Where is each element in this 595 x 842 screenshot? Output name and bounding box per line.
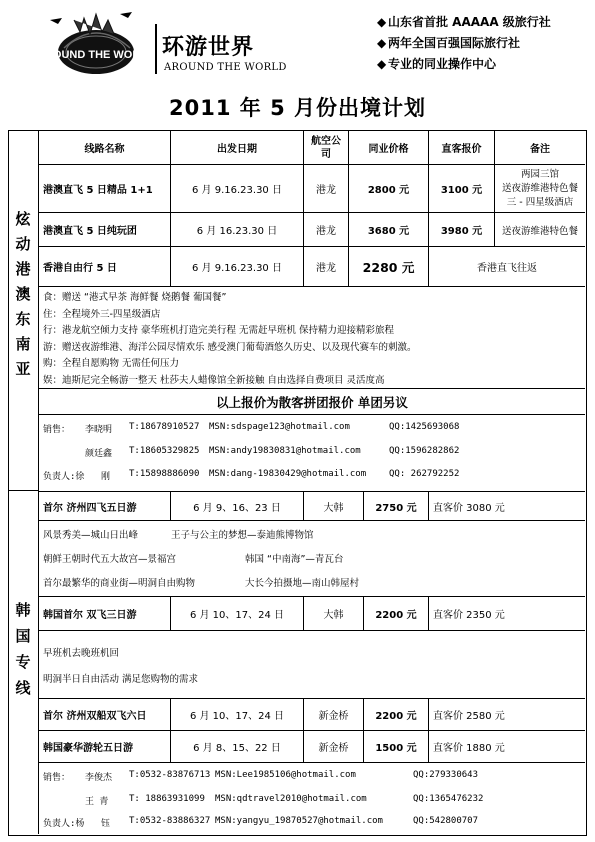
route-name: 香港自由行 5 日	[39, 247, 171, 287]
contact-name: 颜廷鑫	[85, 449, 113, 459]
contact-role: 销售：	[43, 773, 71, 783]
col-header-trade-price: 同业价格	[349, 131, 429, 165]
route-airline: 新金桥	[304, 699, 364, 731]
tag-item: ◆ 山东省首批 AAAAA 级旅行社	[377, 12, 551, 33]
schedule-frame	[8, 130, 587, 836]
note-item: 王子与公主的梦想—泰迪熊博物馆	[171, 530, 314, 541]
side-label-char: 亚	[15, 360, 31, 378]
col-header-route: 线路名称	[39, 131, 171, 165]
page-header	[0, 0, 595, 128]
col-header-retail-price: 直客报价	[429, 131, 495, 165]
col-header-note: 备注	[495, 131, 585, 165]
hk-side-label	[9, 131, 39, 491]
company-name-en: AROUND THE WORLD	[164, 62, 287, 73]
route-airline: 港龙	[304, 165, 349, 213]
note-item: 首尔最繁华的商业街—明洞自由购物	[43, 578, 196, 589]
hk-contacts	[39, 415, 585, 491]
side-label-char: 韩	[15, 601, 31, 619]
col-header-date: 出发日期	[171, 131, 304, 165]
detail-line: 行：港龙航空倾力支持 豪华班机打造完美行程 无需赶早班机 保持精力迎接精彩旅程	[43, 325, 395, 336]
note-item: 早班机去晚班机回	[43, 648, 120, 659]
contact-qq: QQ:279330643	[413, 770, 479, 780]
route-trade-price: 3680 元	[349, 213, 429, 247]
detail-line: 住：全程境外三-四星级酒店	[43, 308, 161, 320]
contact-role: 负责人:杨	[43, 819, 85, 829]
contact-tel: T:0532-83876713	[129, 770, 211, 780]
route-airline: 新金桥	[304, 731, 364, 763]
kr-side-label	[9, 491, 39, 834]
note-item: 风景秀美—城山日出峰	[43, 530, 139, 541]
side-label-char: 炫	[15, 210, 31, 228]
route-trade-price: 2800 元	[349, 165, 429, 213]
route-note: 香港直飞往返	[429, 247, 585, 287]
route-name: 首尔 济州四飞五日游	[39, 492, 171, 521]
route-retail-price: 3100 元	[429, 165, 495, 213]
contact-tel: T:15898886090	[129, 469, 200, 479]
contact-name: 钰	[101, 819, 111, 829]
note-item: 明洞半日自由活动 满足您购物的需求	[43, 674, 199, 685]
note-item: 朝鲜王朝时代五大故宫—景福宫	[43, 554, 177, 565]
contact-name: 李晓明	[85, 425, 113, 435]
note-item: 大长今拍摄地—南山韩屋村	[245, 578, 360, 589]
route-name: 港澳直飞 5 日精品 1+1	[39, 165, 171, 213]
route-dates: 6 月 10、17、24 日	[171, 699, 304, 731]
route-airline: 港龙	[304, 247, 349, 287]
company-tags	[377, 12, 551, 75]
route-trade-price: 2200 元	[364, 699, 429, 731]
hk-price-note: 以上报价为散客拼团报价 单团另议	[39, 389, 585, 415]
contact-msn: MSN:andy19830831@hotmail.com	[209, 446, 361, 456]
route-trade-price: 1500 元	[364, 731, 429, 763]
contact-qq: QQ:1425693068	[389, 422, 460, 432]
globe-logo-icon	[37, 8, 155, 76]
page-title: 2011 年 5 月份出境计划	[169, 96, 426, 120]
contact-name: 刚	[101, 472, 111, 482]
route-retail-price: 直客价 3080 元	[429, 492, 585, 521]
route-name: 港澳直飞 5 日纯玩团	[39, 213, 171, 247]
detail-line: 游：赠送夜游维港、海洋公园尽情欢乐 感受澳门葡萄酒悠久历史、以及现代赛车的刺激。	[43, 341, 417, 353]
detail-line: 购：全程自愿购物 无需任何压力	[43, 358, 180, 369]
side-label-char: 东	[15, 310, 31, 328]
contact-tel: T:18678910527	[129, 422, 200, 432]
route-trade-price: 2280 元	[349, 247, 429, 287]
tag-item: ◆ 两年全国百强国际旅行社	[377, 33, 551, 54]
route-name: 韩国豪华游轮五日游	[39, 731, 171, 763]
kr-notes	[39, 631, 585, 699]
note-item: 韩国 “中南海”—青瓦台	[245, 554, 344, 565]
route-note: 送夜游维港特色餐	[495, 213, 585, 247]
contact-qq: QQ: 262792252	[389, 469, 460, 479]
detail-line: 娱：迪斯尼完全畅游一整天 杜莎夫人蜡像馆全新接触 自由选择自费项目 灵活度高	[43, 374, 385, 386]
route-dates: 6 月 9、16、23 日	[171, 492, 304, 521]
side-label-char: 专	[15, 653, 31, 671]
detail-line: 食：赠送 “港式早茶 海鲜餐 烧鹅餐 葡国餐”	[43, 292, 227, 303]
col-header-airline: 航空公司	[304, 131, 349, 165]
route-retail-price: 直客价 2350 元	[429, 597, 585, 631]
contact-name: 李俊杰	[85, 773, 113, 783]
contact-role: 销售：	[43, 425, 71, 435]
contact-msn: MSN:Lee1985106@hotmail.com	[215, 770, 356, 780]
contact-qq: QQ:1365476232	[413, 794, 484, 804]
diamond-bullet-icon: ◆	[377, 36, 387, 50]
side-label-char: 澳	[15, 285, 31, 303]
contact-role: 负责人:徐	[43, 472, 85, 482]
contact-msn: MSN:qdtravel2010@hotmail.com	[215, 794, 367, 804]
side-label-char: 国	[15, 627, 31, 645]
route-dates: 6 月 16.23.30 日	[171, 213, 304, 247]
contact-tel: T:0532-83886327	[129, 816, 211, 826]
route-name: 韩国首尔 双飞三日游	[39, 597, 171, 631]
route-airline: 港龙	[304, 213, 349, 247]
side-label-char: 线	[15, 679, 31, 697]
route-dates: 6 月 9.16.23.30 日	[171, 247, 304, 287]
route-dates: 6 月 9.16.23.30 日	[171, 165, 304, 213]
contact-qq: QQ:1596282862	[389, 446, 460, 456]
route-retail-price: 直客价 2580 元	[429, 699, 585, 731]
contact-qq: QQ:542800707	[413, 816, 479, 826]
kr-side-text	[9, 597, 37, 701]
route-dates: 6 月 8、15、22 日	[171, 731, 304, 763]
route-trade-price: 2200 元	[364, 597, 429, 631]
contact-msn: MSN:dang-19830429@hotmail.com	[209, 469, 367, 479]
kr-contacts	[39, 763, 585, 834]
route-note: 两园三馆 送夜游维港特色餐 三 - 四星级酒店	[495, 165, 585, 213]
side-label-char: 南	[15, 335, 31, 353]
route-airline: 大韩	[304, 597, 364, 631]
contact-msn: MSN:sdspage123@hotmail.com	[209, 422, 350, 432]
kr-notes	[39, 521, 585, 597]
route-dates: 6 月 10、17、24 日	[171, 597, 304, 631]
hk-side-text	[9, 207, 37, 382]
contact-msn: MSN:yangyu_19870527@hotmail.com	[215, 816, 383, 826]
route-airline: 大韩	[304, 492, 364, 521]
contact-tel: T: 18863931099	[129, 794, 205, 804]
diamond-bullet-icon: ◆	[377, 57, 387, 71]
route-trade-price: 2750 元	[364, 492, 429, 521]
company-name-cn: 环游世界	[162, 35, 255, 60]
route-retail-price: 3980 元	[429, 213, 495, 247]
side-label-char: 港	[15, 260, 31, 278]
side-label-char: 动	[15, 235, 31, 253]
route-name: 首尔 济州双船双飞六日	[39, 699, 171, 731]
contact-tel: T:18605329825	[129, 446, 200, 456]
contact-name: 王 青	[85, 797, 109, 807]
svg-text:AROUND THE WORLD: AROUND THE WORLD	[37, 49, 155, 61]
diamond-bullet-icon: ◆	[377, 15, 387, 29]
route-retail-price: 直客价 1880 元	[429, 731, 585, 763]
hk-details	[39, 287, 585, 389]
tag-item: ◆ 专业的同业操作中心	[377, 54, 551, 75]
logo-divider	[155, 24, 157, 74]
